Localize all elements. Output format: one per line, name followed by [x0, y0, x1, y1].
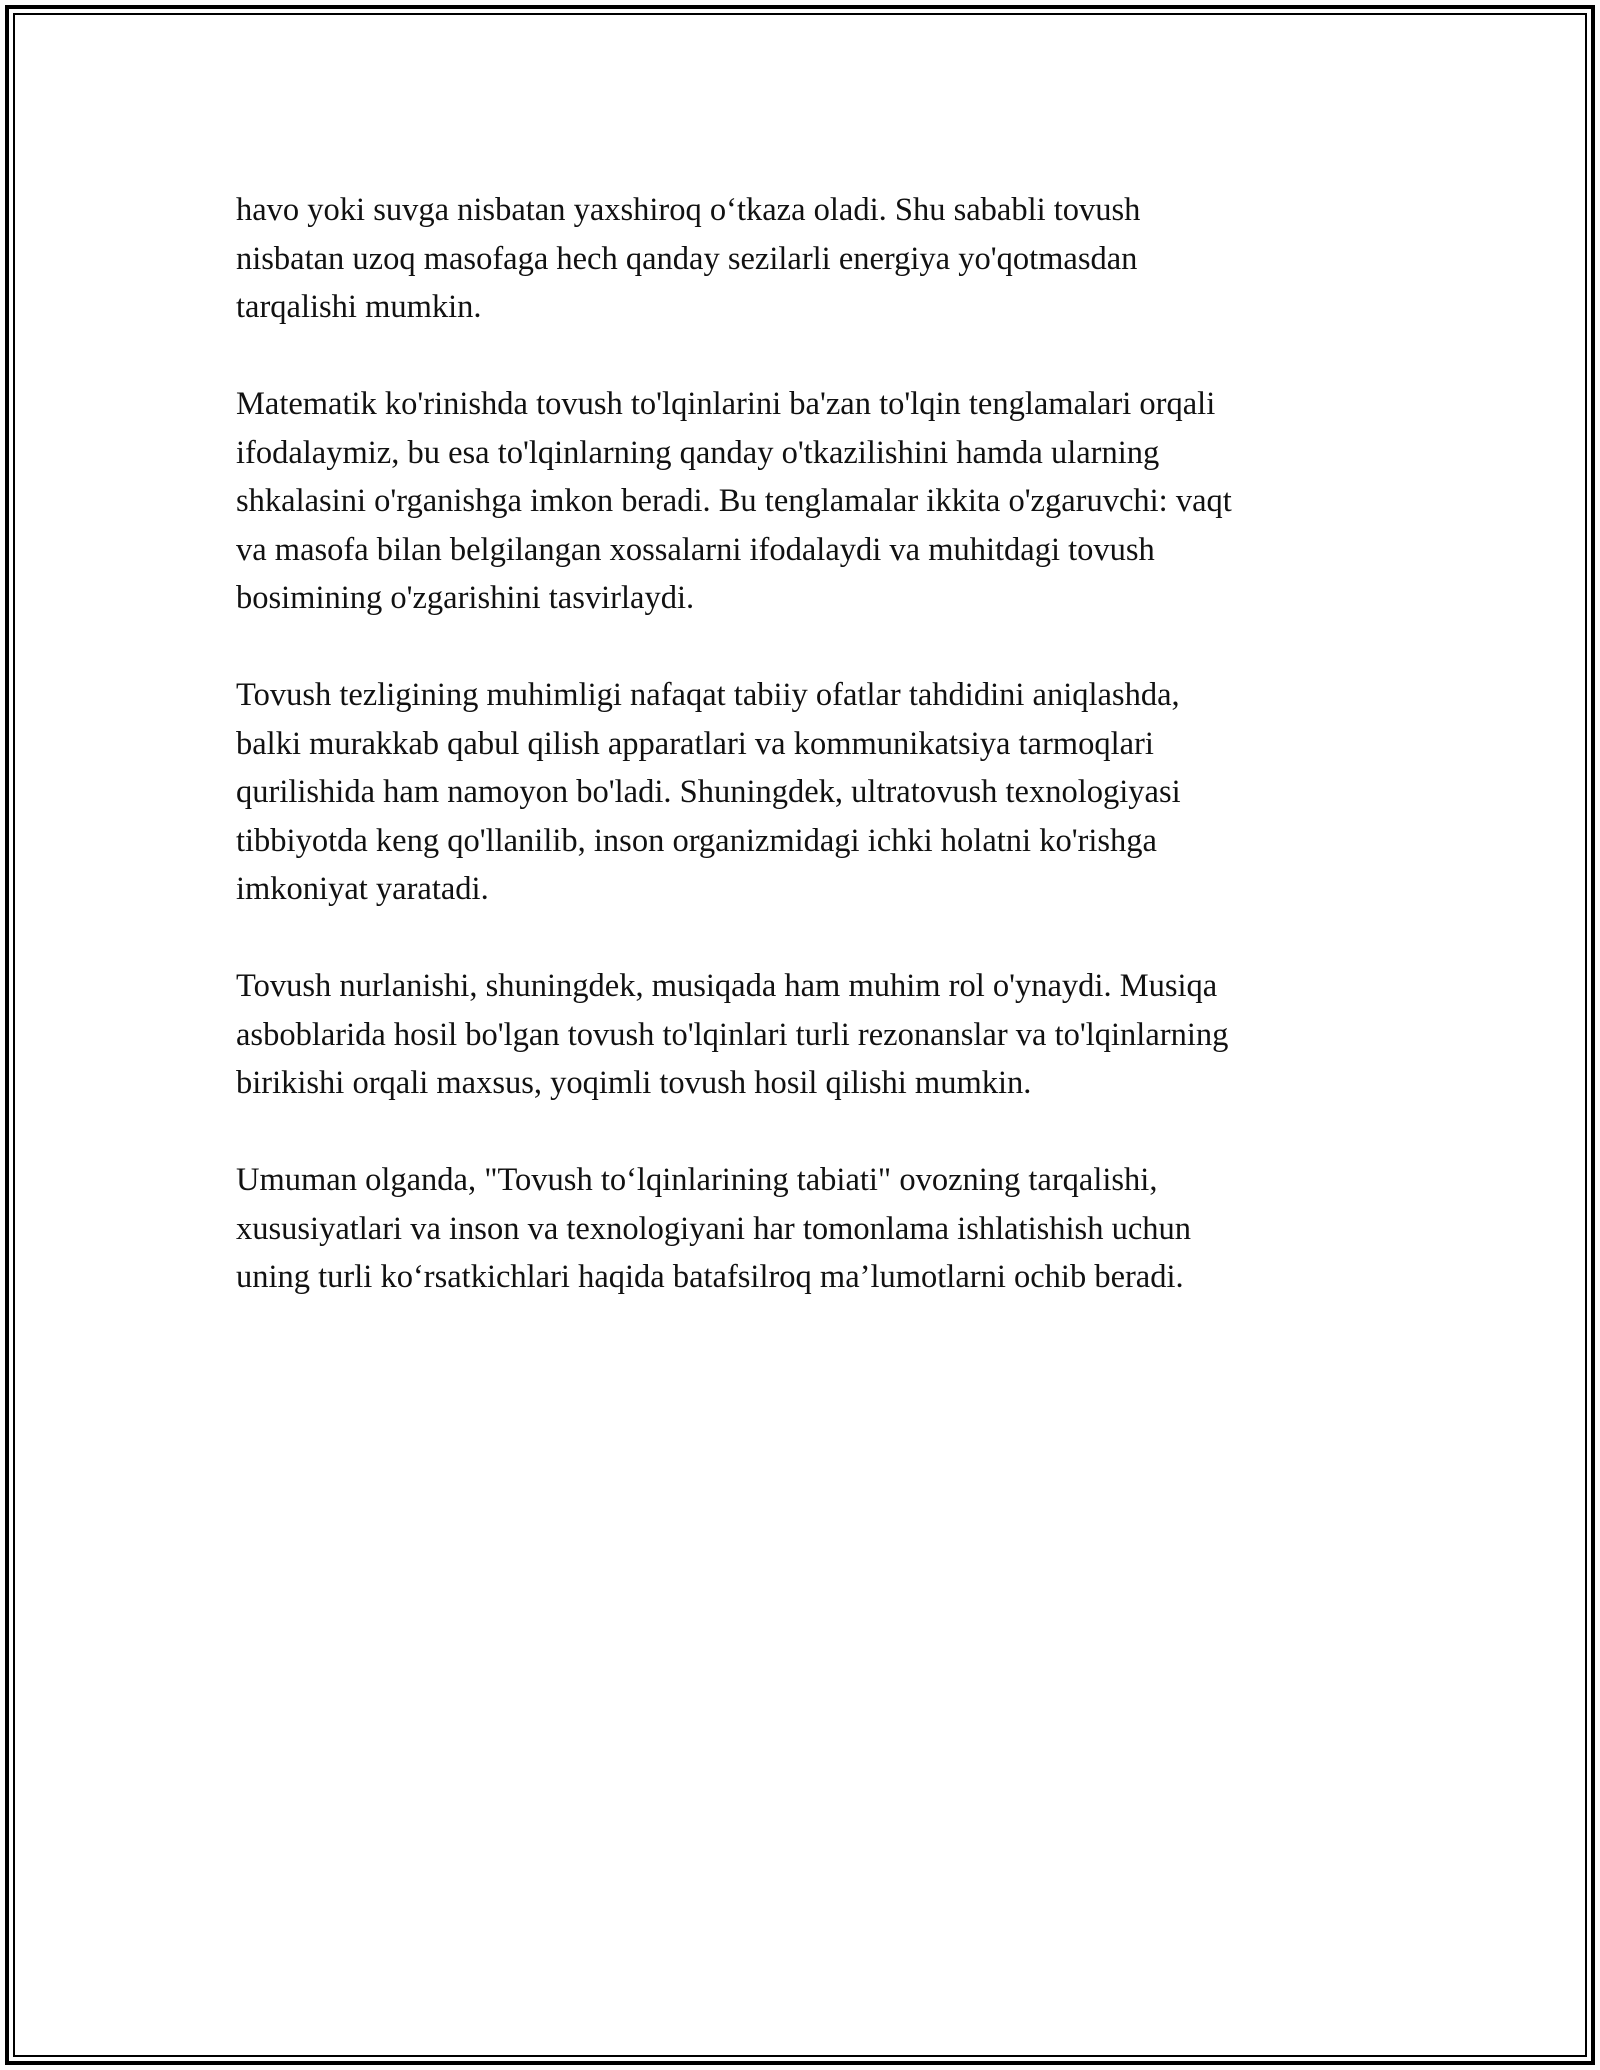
text-line: imkoniyat yaratadi. [236, 871, 489, 907]
text-line: nisbatan uzoq masofaga hech qanday sezilarli energiya yo'qotmasdan [236, 240, 1138, 277]
document-body [236, 186, 1386, 1302]
paragraph [236, 1156, 1386, 1302]
paragraph [236, 186, 1386, 332]
text-line: balki murakkab qabul qilish apparatlari va kommunikatsiya tarmoqlari [236, 725, 1154, 762]
text-line: tibbiyotda keng qo'llanilib, inson organizmidagi ichki holatni ko'rishga [236, 822, 1157, 859]
paragraph [236, 671, 1386, 914]
text-line: havo yoki suvga nisbatan yaxshiroq o‘tkaza oladi. Shu sababli tovush [236, 192, 1141, 228]
text-line: shkalasini o'rganishga imkon beradi. Bu tenglamalar ikkita o'zgaruvchi: vaqt [236, 483, 1232, 519]
text-line: Tovush tezligining muhimligi nafaqat tabiiy ofatlar tahdidini aniqlashda, [236, 677, 1180, 713]
text-line: tarqalishi mumkin. [236, 289, 482, 325]
text-line: Matematik ko'rinishda tovush to'lqinlarini ba'zan to'lqin tenglamalari orqali [236, 386, 1216, 422]
text-line: Umuman olganda, "Tovush to‘lqinlarining tabiati" ovozning tarqalishi, [236, 1162, 1158, 1198]
text-line: uning turli ko‘rsatkichlari haqida batafsilroq ma’lumotlarni ochib beradi. [236, 1259, 1184, 1295]
text-line: Tovush nurlanishi, shuningdek, musiqada ham muhim rol o'ynaydi. Musiqa [236, 968, 1218, 1004]
text-line: ifodalaymiz, bu esa to'lqinlarning qanday o'tkazilishini hamda ularning [236, 434, 1160, 471]
text-line: birikishi orqali maxsus, yoqimli tovush hosil qilishi mumkin. [236, 1065, 1032, 1101]
paragraph [236, 962, 1386, 1108]
text-line: va masofa bilan belgilangan xossalarni ifodalaydi va muhitdagi tovush [236, 531, 1155, 568]
text-line: bosimining o'zgarishini tasvirlaydi. [236, 580, 695, 616]
paragraph [236, 380, 1386, 623]
text-line: xususiyatlari va inson va texnologiyani har tomonlama ishlatishish uchun [236, 1210, 1191, 1247]
text-line: qurilishida ham namoyon bo'ladi. Shuningdek, ultratovush texnologiyasi [236, 774, 1181, 810]
text-line: asboblarida hosil bo'lgan tovush to'lqinlari turli rezonanslar va to'lqinlarning [236, 1016, 1229, 1053]
